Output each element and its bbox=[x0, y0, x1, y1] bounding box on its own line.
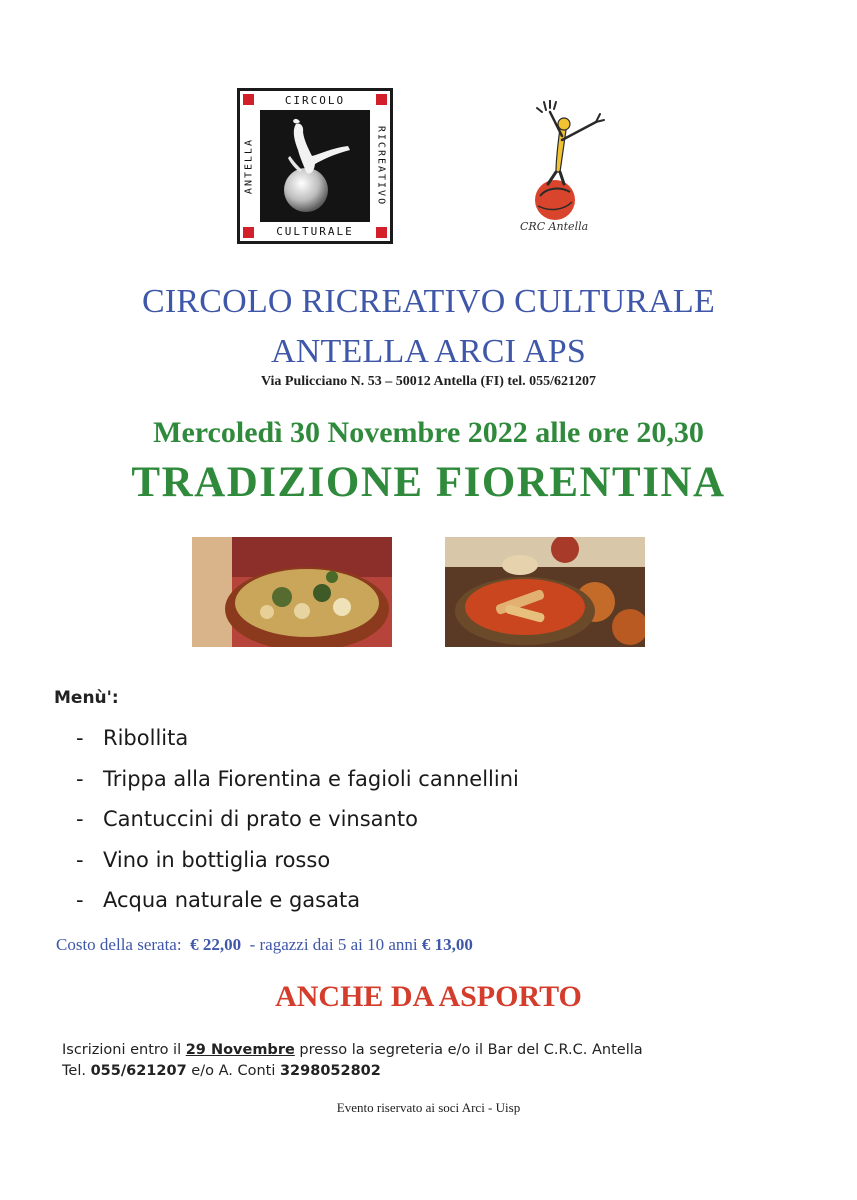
menu-item: - Vino in bottiglia rosso bbox=[76, 847, 331, 872]
cost-line bbox=[56, 935, 473, 955]
members-only-note: Evento riservato ai soci Arci - Uisp bbox=[336, 1100, 521, 1115]
circolo-logo bbox=[237, 88, 393, 244]
logo-text-right: RICREATIVO bbox=[375, 125, 387, 207]
crc-signature: CRC Antella bbox=[520, 220, 589, 233]
menu-item-text: Cantuccini di prato e vinsanto bbox=[103, 807, 418, 831]
trippa-dish-icon bbox=[445, 537, 645, 647]
logo-text-top: CIRCOLO bbox=[284, 94, 346, 107]
menu-item: - Acqua naturale e gasata bbox=[76, 888, 361, 912]
registration-prefix: Iscrizioni entro il bbox=[62, 1042, 182, 1058]
menu-list bbox=[76, 718, 519, 921]
kids-price: € 13,00 bbox=[421, 935, 473, 954]
menu-item: - Trippa alla Fiorentina e fagioli cannellini bbox=[76, 766, 519, 791]
registration-line2 bbox=[62, 1061, 643, 1082]
menu-item-text: Trippa alla Fiorentina e fagioli cannellini bbox=[103, 766, 519, 791]
contact-phone: 3298052802 bbox=[279, 1063, 381, 1079]
dancer-on-globe-icon bbox=[260, 110, 370, 222]
logo-text-bottom: CULTURALE bbox=[276, 225, 354, 238]
menu-item-text: Vino in bottiglia rosso bbox=[103, 847, 331, 872]
menu-item-text: Acqua naturale e gasata bbox=[103, 888, 361, 912]
logo-figure-panel bbox=[260, 110, 370, 222]
juggler-figure-icon bbox=[510, 100, 620, 225]
menu-item-text: Ribollita bbox=[103, 726, 189, 750]
club-address: Via Pulicciano N. 53 – 50012 Antella (FI) tel. 055/621207 bbox=[260, 374, 597, 389]
tel-label: Tel. bbox=[62, 1063, 86, 1079]
cost-label: Costo della serata: bbox=[56, 935, 182, 954]
trippa-photo bbox=[445, 537, 645, 647]
registration-deadline: 29 Novembre bbox=[185, 1042, 295, 1058]
registration-line1 bbox=[62, 1040, 643, 1061]
contact-label: e/o A. Conti bbox=[191, 1063, 276, 1079]
registration-suffix: presso la segreteria e/o il Bar del C.R.C. Antella bbox=[299, 1042, 643, 1058]
event-title: TRADIZIONE FIORENTINA bbox=[131, 459, 726, 506]
ribollita-photo bbox=[192, 537, 392, 647]
takeaway-banner: ANCHE DA ASPORTO bbox=[275, 980, 582, 1013]
adult-price: € 22,00 bbox=[190, 935, 242, 954]
club-title-line2: ANTELLA ARCI APS bbox=[271, 333, 586, 370]
menu-title: Menù': bbox=[54, 688, 119, 708]
ribollita-dish-icon bbox=[192, 537, 392, 647]
kids-label: - ragazzi dai 5 ai 10 anni bbox=[249, 935, 418, 954]
menu-item: - Cantuccini di prato e vinsanto bbox=[76, 807, 418, 831]
club-title-line1: CIRCOLO RICREATIVO CULTURALE bbox=[142, 283, 715, 320]
registration-info bbox=[62, 1040, 643, 1082]
logo-text-left: ANTELLA bbox=[243, 137, 255, 195]
event-date: Mercoledì 30 Novembre 2022 alle ore 20,30 bbox=[153, 416, 704, 449]
tel-number: 055/621207 bbox=[90, 1063, 187, 1079]
crc-antella-logo bbox=[510, 100, 620, 242]
menu-item: - Ribollita bbox=[76, 726, 189, 750]
